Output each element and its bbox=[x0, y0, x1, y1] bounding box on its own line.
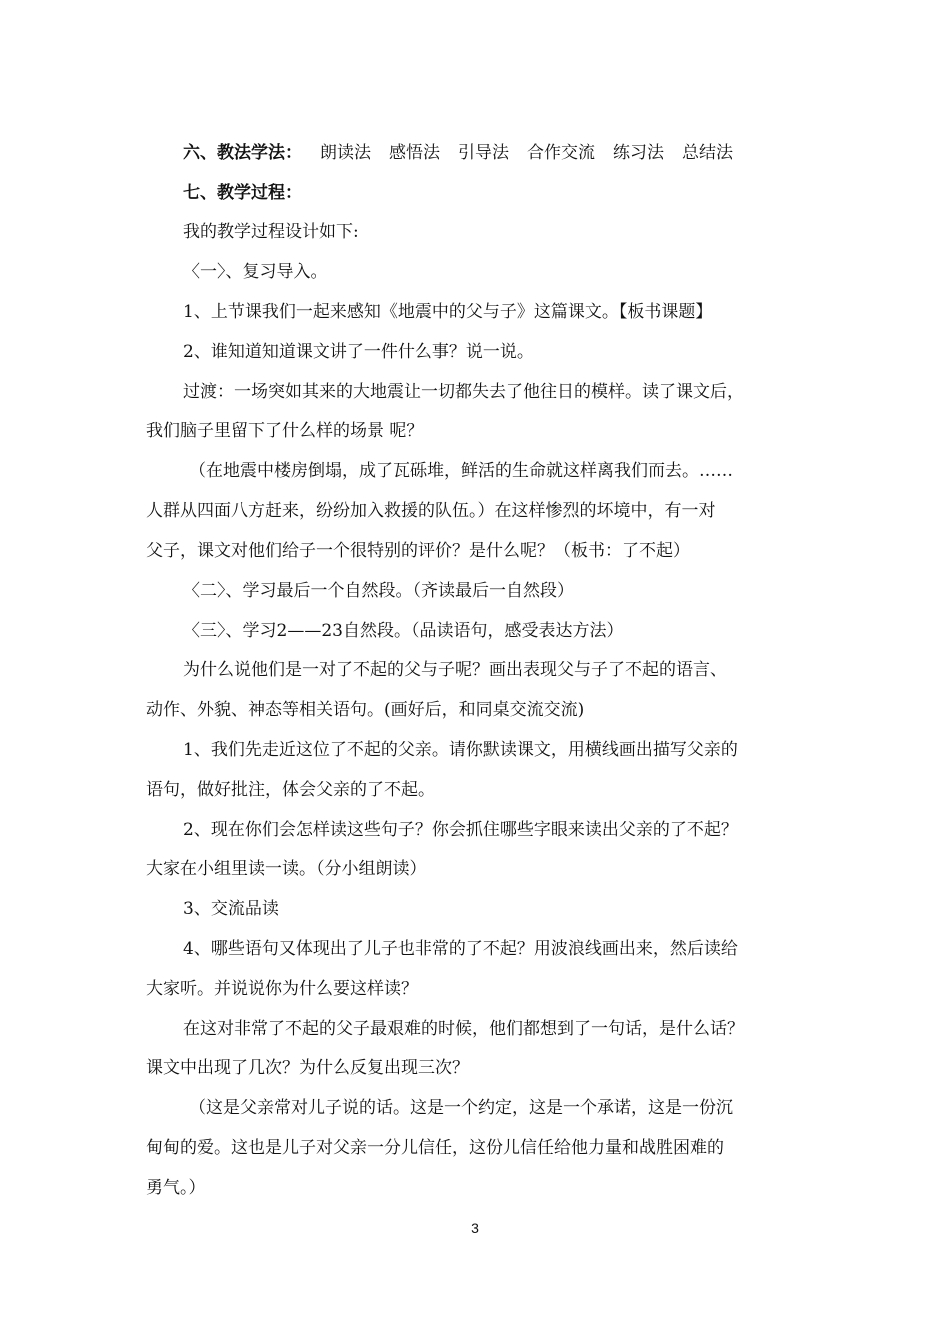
paragraph-line: 甸甸的爱。这也是儿子对父亲一分儿信任，这份儿信任给他力量和战胜困难的 bbox=[146, 1138, 724, 1158]
paragraph-line: 为什么说他们是一对了不起的父与子呢？画出表现父与子了不起的语言、 bbox=[183, 660, 727, 680]
paragraph-line: 勇气。） bbox=[146, 1178, 206, 1198]
paragraph-line: 我们脑子里留下了什么样的场景 呢？ bbox=[146, 421, 424, 441]
paragraph-line: （这是父亲常对儿子说的话。这是一个约定，这是一个承诺，这是一份沉 bbox=[189, 1098, 733, 1118]
method-item: 朗读法 bbox=[320, 143, 371, 163]
paragraph-line: 我的教学过程设计如下: bbox=[183, 222, 359, 242]
method-item: 练习法 bbox=[613, 143, 664, 163]
paragraph-line: 1、上节课我们一起来感知《地震中的父与子》这篇课文。【板书课题】 bbox=[183, 302, 713, 322]
subsection-heading: 〈三〉、学习2——23自然段。（品读语句，感受表达方法） bbox=[183, 621, 624, 641]
paragraph-line: 在这对非常了不起的父子最艰难的时候，他们都想到了一句话，是什么话？ bbox=[183, 1019, 744, 1039]
paragraph-line: 人群从四面八方赶来，纷纷加入救援的队伍。）在这样惨烈的坏境中，有一对 bbox=[146, 501, 716, 521]
paragraph-line: 1、我们先走近这位了不起的父亲。请你默读课文，用横线画出描写父亲的 bbox=[183, 740, 738, 760]
paragraph-line: 父子，课文对他们给子一个很特别的评价？是什么呢？（板书：了不起） bbox=[146, 541, 690, 561]
paragraph-line: 2、现在你们会怎样读这些句子？你会抓住哪些字眼来读出父亲的了不起？ bbox=[183, 820, 738, 840]
paragraph-line: 4、哪些语句又体现出了儿子也非常的了不起？用波浪线画出来，然后读给 bbox=[183, 939, 738, 959]
method-item: 感悟法 bbox=[389, 143, 440, 163]
paragraph-line: 3、交流品读 bbox=[183, 899, 279, 919]
paragraph-line: 过渡：一场突如其来的大地震让一切都失去了他往日的模样。读了课文后， bbox=[183, 382, 744, 402]
section6-heading: 六、教法学法： bbox=[183, 143, 302, 163]
teaching-methods-line bbox=[183, 141, 810, 165]
section7-heading: 七、教学过程： bbox=[183, 183, 302, 203]
paragraph-line: 语句，做好批注，体会父亲的了不起。 bbox=[146, 780, 435, 800]
paragraph-line: 2、谁知道知道课文讲了一件什么事？说一说。 bbox=[183, 342, 534, 362]
subsection-heading: 〈二〉、学习最后一个自然段。（齐读最后一自然段） bbox=[183, 581, 574, 601]
paragraph-line: 动作、外貌、神态等相关语句。(画好后，和同桌交流交流) bbox=[146, 700, 585, 720]
paragraph-line: 课文中出现了几次？为什么反复出现三次？ bbox=[146, 1058, 469, 1078]
paragraph-line: 大家在小组里读一读。（分小组朗读） bbox=[146, 859, 427, 879]
method-item: 合作交流 bbox=[527, 143, 595, 163]
method-item: 总结法 bbox=[682, 143, 733, 163]
method-item: 引导法 bbox=[458, 143, 509, 163]
paragraph-line: 大家听。并说说你为什么要这样读？ bbox=[146, 979, 418, 999]
paragraph-line: （在地震中楼房倒塌，成了瓦砾堆，鲜活的生命就这样离我们而去。…… bbox=[189, 461, 733, 481]
page-number: 3 bbox=[471, 1220, 479, 1236]
subsection-heading: 〈一〉、复习导入。 bbox=[183, 262, 328, 282]
